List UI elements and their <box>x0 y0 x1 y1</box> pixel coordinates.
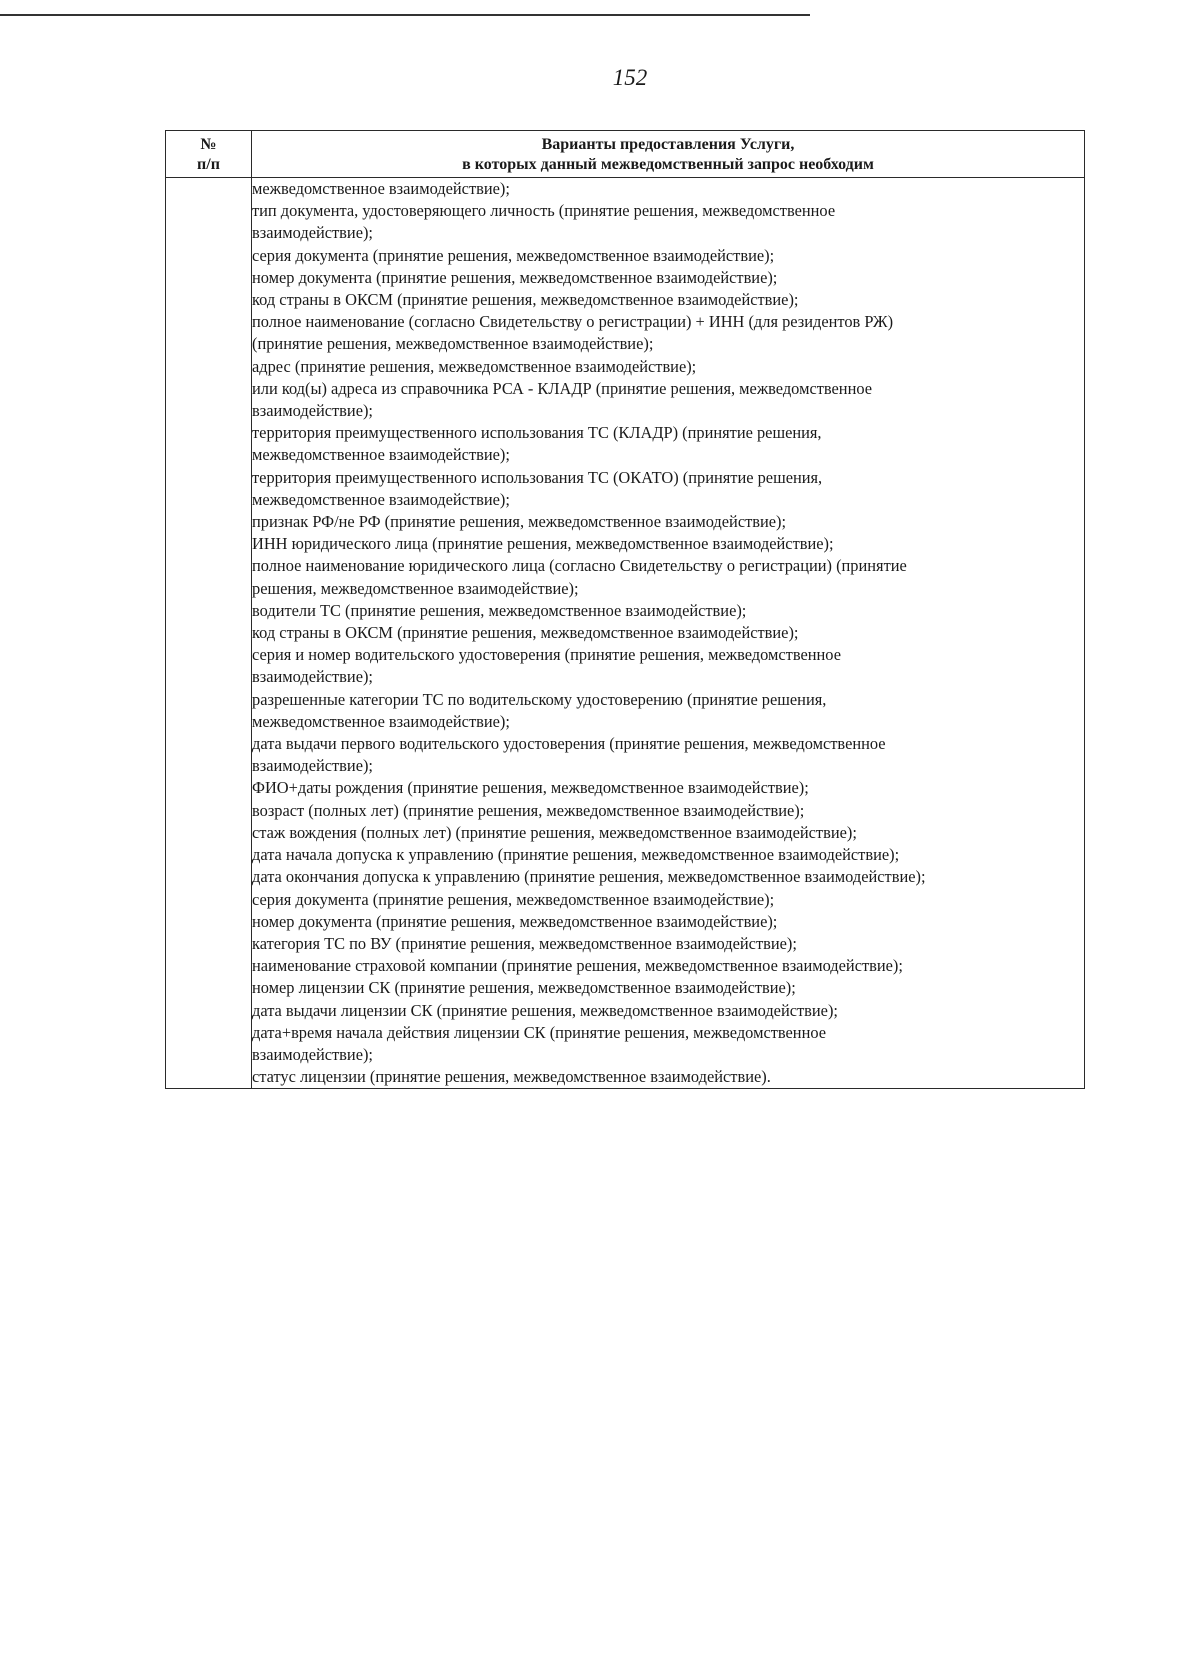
row-content-cell <box>252 178 1085 1089</box>
row-number-cell <box>166 178 252 1089</box>
content-line: возраст (полных лет) (принятие решения, межведомственное взаимодействие); <box>252 800 805 820</box>
content-line: признак РФ/не РФ (принятие решения, межведомственное взаимодействие); <box>252 512 787 532</box>
number-header-line-2: п/п <box>197 156 220 173</box>
content-line: или код(ы) адреса из справочника РСА - КЛАДР (принятие решения, межведомственное <box>252 378 873 398</box>
content-line: межведомственное взаимодействие); <box>252 489 510 509</box>
content-line: полное наименование (согласно Свидетельству о регистрации) + ИНН (для резидентов РЖ) <box>252 312 894 332</box>
content-line: полное наименование юридического лица (согласно Свидетельству о регистрации) (принятие <box>252 556 907 576</box>
variants-header-line-1: Варианты предоставления Услуги, <box>541 136 795 153</box>
variants-header-line-2: в которых данный межведомственный запрос необходим <box>462 156 874 173</box>
content-line: водители ТС (принятие решения, межведомственное взаимодействие); <box>252 600 747 620</box>
variants-column-header <box>252 131 1085 178</box>
services-table <box>165 130 1085 1089</box>
content-line: номер документа (принятие решения, межведомственное взаимодействие); <box>252 267 778 287</box>
content-line: номер лицензии СК (принятие решения, межведомственное взаимодействие); <box>252 978 796 998</box>
content-line: номер документа (принятие решения, межведомственное взаимодействие); <box>252 911 778 931</box>
content-line: разрешенные категории ТС по водительскому удостоверению (принятие решения, <box>252 689 827 709</box>
content-line: взаимодействие); <box>252 756 373 776</box>
content-line: тип документа, удостоверяющего личность (принятие решения, межведомственное <box>252 201 836 221</box>
content-line: взаимодействие); <box>252 1044 373 1064</box>
content-line: межведомственное взаимодействие); <box>252 711 510 731</box>
content-line: дата окончания допуска к управлению (принятие решения, межведомственное взаимодействие); <box>252 867 926 887</box>
content-line: категория ТС по ВУ (принятие решения, межведомственное взаимодействие); <box>252 933 797 953</box>
content-line: дата выдачи лицензии СК (принятие решения, межведомственное взаимодействие); <box>252 1000 838 1020</box>
content-line: серия документа (принятие решения, межведомственное взаимодействие); <box>252 245 775 265</box>
content-line: адрес (принятие решения, межведомственное взаимодействие); <box>252 356 697 376</box>
content-line: территория преимущественного использования ТС (ОКАТО) (принятие решения, <box>252 467 823 487</box>
content-line: ФИО+даты рождения (принятие решения, межведомственное взаимодействие); <box>252 778 809 798</box>
top-rule <box>0 14 810 16</box>
content-line: (принятие решения, межведомственное взаимодействие); <box>252 334 654 354</box>
content-line: взаимодействие); <box>252 667 373 687</box>
content-line: взаимодействие); <box>252 223 373 243</box>
content-line: дата выдачи первого водительского удостоверения (принятие решения, межведомственное <box>252 734 886 754</box>
content-line: наименование страховой компании (принятие решения, межведомственное взаимодействие); <box>252 956 903 976</box>
content-line: стаж вождения (полных лет) (принятие решения, межведомственное взаимодействие); <box>252 822 857 842</box>
content-line: код страны в ОКСМ (принятие решения, межведомственное взаимодействие); <box>252 290 799 310</box>
content-line: код страны в ОКСМ (принятие решения, межведомственное взаимодействие); <box>252 623 799 643</box>
content-line: статус лицензии (принятие решения, межведомственное взаимодействие). <box>252 1067 771 1087</box>
content-line: межведомственное взаимодействие); <box>252 445 510 465</box>
content-line: дата начала допуска к управлению (принятие решения, межведомственное взаимодействие); <box>252 845 900 865</box>
content-line: решения, межведомственное взаимодействие); <box>252 578 579 598</box>
content-line: территория преимущественного использования ТС (КЛАДР) (принятие решения, <box>252 423 822 443</box>
table-row <box>166 178 1085 1089</box>
content-line: дата+время начала действия лицензии СК (принятие решения, межведомственное <box>252 1022 827 1042</box>
page-number: 152 <box>612 65 648 90</box>
number-column-header <box>166 131 252 178</box>
content-line: серия документа (принятие решения, межведомственное взаимодействие); <box>252 889 775 909</box>
content-line: взаимодействие); <box>252 401 373 421</box>
table-header-row <box>166 131 1085 178</box>
content-line: межведомственное взаимодействие); <box>252 179 510 198</box>
content-line: ИНН юридического лица (принятие решения, межведомственное взаимодействие); <box>252 534 834 554</box>
number-header-line-1: № <box>200 136 217 153</box>
content-line: серия и номер водительского удостоверения (принятие решения, межведомственное <box>252 645 841 665</box>
